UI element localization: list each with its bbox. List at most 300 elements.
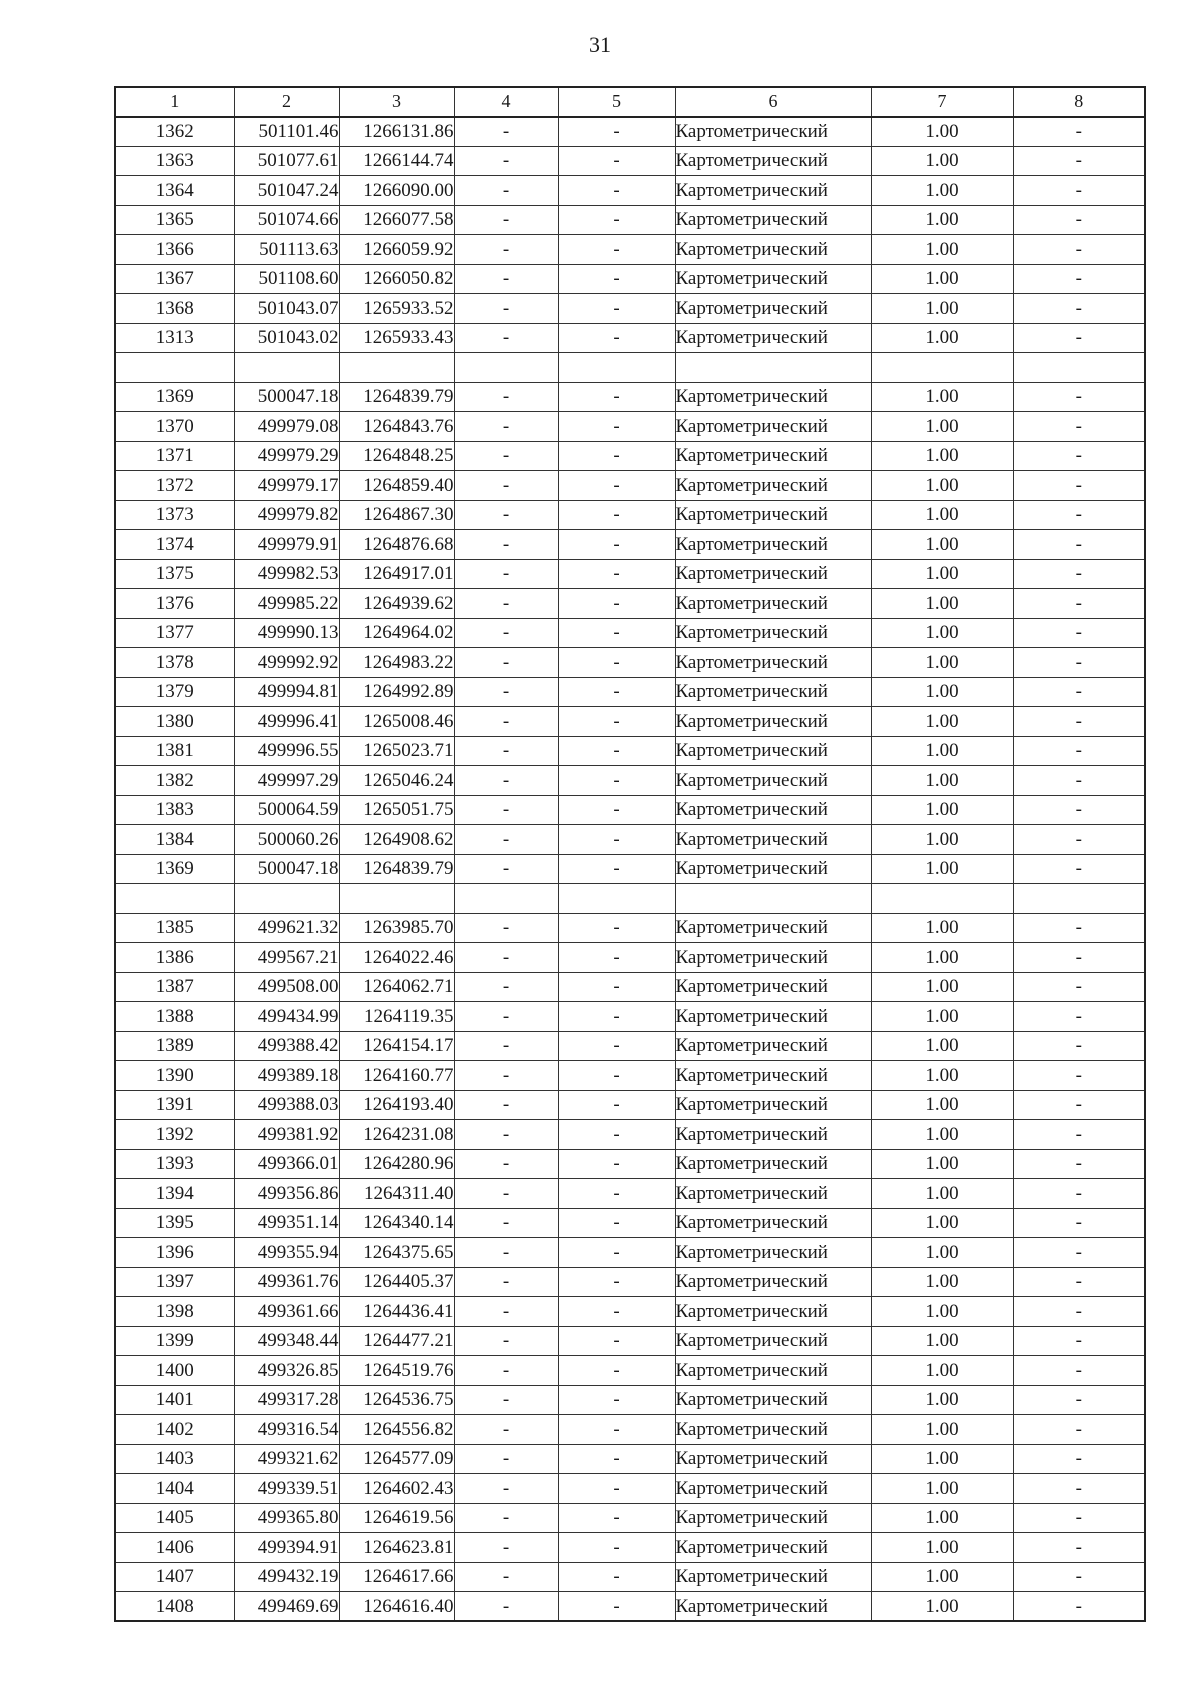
table-row bbox=[115, 1002, 1145, 1032]
column-8-cell: - bbox=[1013, 707, 1145, 737]
column-4-cell: - bbox=[454, 1267, 558, 1297]
accuracy-cell: 1.00 bbox=[871, 618, 1013, 648]
method-cell: Картометрический bbox=[675, 825, 871, 855]
y-coordinate-cell: 1265051.75 bbox=[339, 795, 454, 825]
accuracy-cell: 1.00 bbox=[871, 146, 1013, 176]
accuracy-cell: 1.00 bbox=[871, 1444, 1013, 1474]
column-4-cell: - bbox=[454, 972, 558, 1002]
y-coordinate-cell: 1264340.14 bbox=[339, 1208, 454, 1238]
accuracy-cell bbox=[871, 353, 1013, 383]
table-row bbox=[115, 146, 1145, 176]
accuracy-cell: 1.00 bbox=[871, 766, 1013, 796]
table-row bbox=[115, 854, 1145, 884]
table-row bbox=[115, 1326, 1145, 1356]
accuracy-cell: 1.00 bbox=[871, 441, 1013, 471]
column-4-cell: - bbox=[454, 1061, 558, 1091]
table-row bbox=[115, 264, 1145, 294]
method-cell: Картометрический bbox=[675, 1002, 871, 1032]
y-coordinate-cell: 1265046.24 bbox=[339, 766, 454, 796]
column-4-cell: - bbox=[454, 1356, 558, 1386]
column-8-cell: - bbox=[1013, 1503, 1145, 1533]
x-coordinate-cell: 499985.22 bbox=[234, 589, 339, 619]
x-coordinate-cell: 499979.82 bbox=[234, 500, 339, 530]
x-coordinate-cell: 499394.91 bbox=[234, 1533, 339, 1563]
column-5-cell: - bbox=[558, 1238, 675, 1268]
column-8-cell: - bbox=[1013, 294, 1145, 324]
column-header-5: 5 bbox=[558, 87, 675, 117]
column-5-cell: - bbox=[558, 1562, 675, 1592]
x-coordinate-cell bbox=[234, 884, 339, 914]
y-coordinate-cell: 1264405.37 bbox=[339, 1267, 454, 1297]
accuracy-cell: 1.00 bbox=[871, 1267, 1013, 1297]
column-5-cell: - bbox=[558, 500, 675, 530]
column-5-cell: - bbox=[558, 323, 675, 353]
column-4-cell: - bbox=[454, 766, 558, 796]
column-5-cell: - bbox=[558, 589, 675, 619]
method-cell: Картометрический bbox=[675, 1356, 871, 1386]
x-coordinate-cell: 501043.07 bbox=[234, 294, 339, 324]
x-coordinate-cell: 499388.42 bbox=[234, 1031, 339, 1061]
y-coordinate-cell: 1264477.21 bbox=[339, 1326, 454, 1356]
method-cell: Картометрический bbox=[675, 559, 871, 589]
method-cell: Картометрический bbox=[675, 1208, 871, 1238]
column-4-cell: - bbox=[454, 825, 558, 855]
column-8-cell: - bbox=[1013, 677, 1145, 707]
column-8-cell: - bbox=[1013, 1238, 1145, 1268]
table-row bbox=[115, 1415, 1145, 1445]
point-number-cell: 1390 bbox=[115, 1061, 234, 1091]
y-coordinate-cell: 1266050.82 bbox=[339, 264, 454, 294]
column-5-cell: - bbox=[558, 1356, 675, 1386]
method-cell: Картометрический bbox=[675, 1533, 871, 1563]
point-number-cell: 1396 bbox=[115, 1238, 234, 1268]
column-4-cell: - bbox=[454, 707, 558, 737]
method-cell: Картометрический bbox=[675, 854, 871, 884]
column-header-6: 6 bbox=[675, 87, 871, 117]
point-number-cell: 1366 bbox=[115, 235, 234, 265]
method-cell: Картометрический bbox=[675, 589, 871, 619]
method-cell: Картометрический bbox=[675, 766, 871, 796]
method-cell: Картометрический bbox=[675, 1415, 871, 1445]
column-4-cell: - bbox=[454, 294, 558, 324]
column-5-cell: - bbox=[558, 1474, 675, 1504]
column-header-3: 3 bbox=[339, 87, 454, 117]
table-row bbox=[115, 707, 1145, 737]
method-cell: Картометрический bbox=[675, 1444, 871, 1474]
point-number-cell: 1405 bbox=[115, 1503, 234, 1533]
accuracy-cell: 1.00 bbox=[871, 1356, 1013, 1386]
accuracy-cell: 1.00 bbox=[871, 1474, 1013, 1504]
point-number-cell: 1392 bbox=[115, 1120, 234, 1150]
column-8-cell: - bbox=[1013, 382, 1145, 412]
point-number-cell: 1407 bbox=[115, 1562, 234, 1592]
y-coordinate-cell: 1264022.46 bbox=[339, 943, 454, 973]
column-5-cell: - bbox=[558, 736, 675, 766]
table-row bbox=[115, 1592, 1145, 1622]
x-coordinate-cell: 499388.03 bbox=[234, 1090, 339, 1120]
accuracy-cell: 1.00 bbox=[871, 648, 1013, 678]
y-coordinate-cell: 1264375.65 bbox=[339, 1238, 454, 1268]
table-row bbox=[115, 1179, 1145, 1209]
x-coordinate-cell: 501101.46 bbox=[234, 117, 339, 147]
x-coordinate-cell: 500064.59 bbox=[234, 795, 339, 825]
method-cell: Картометрический bbox=[675, 707, 871, 737]
column-8-cell: - bbox=[1013, 323, 1145, 353]
y-coordinate-cell: 1263985.70 bbox=[339, 913, 454, 943]
column-8-cell: - bbox=[1013, 589, 1145, 619]
column-5-cell: - bbox=[558, 205, 675, 235]
x-coordinate-cell: 499508.00 bbox=[234, 972, 339, 1002]
x-coordinate-cell: 499381.92 bbox=[234, 1120, 339, 1150]
method-cell: Картометрический bbox=[675, 1179, 871, 1209]
y-coordinate-cell: 1265023.71 bbox=[339, 736, 454, 766]
column-5-cell: - bbox=[558, 943, 675, 973]
column-5-cell: - bbox=[558, 441, 675, 471]
table-row bbox=[115, 382, 1145, 412]
column-8-cell: - bbox=[1013, 1267, 1145, 1297]
column-8-cell: - bbox=[1013, 972, 1145, 1002]
column-4-cell: - bbox=[454, 1149, 558, 1179]
y-coordinate-cell: 1264602.43 bbox=[339, 1474, 454, 1504]
point-number-cell: 1404 bbox=[115, 1474, 234, 1504]
column-8-cell: - bbox=[1013, 1208, 1145, 1238]
y-coordinate-cell: 1264964.02 bbox=[339, 618, 454, 648]
column-8-cell bbox=[1013, 353, 1145, 383]
accuracy-cell bbox=[871, 884, 1013, 914]
column-8-cell: - bbox=[1013, 1149, 1145, 1179]
table-row bbox=[115, 1120, 1145, 1150]
column-5-cell bbox=[558, 884, 675, 914]
x-coordinate-cell: 499351.14 bbox=[234, 1208, 339, 1238]
column-5-cell: - bbox=[558, 1415, 675, 1445]
column-8-cell: - bbox=[1013, 1090, 1145, 1120]
accuracy-cell: 1.00 bbox=[871, 795, 1013, 825]
method-cell bbox=[675, 884, 871, 914]
method-cell: Картометрический bbox=[675, 1562, 871, 1592]
y-coordinate-cell: 1264154.17 bbox=[339, 1031, 454, 1061]
method-cell: Картометрический bbox=[675, 1090, 871, 1120]
table-row bbox=[115, 1208, 1145, 1238]
accuracy-cell: 1.00 bbox=[871, 1179, 1013, 1209]
x-coordinate-cell: 499979.29 bbox=[234, 441, 339, 471]
column-8-cell: - bbox=[1013, 146, 1145, 176]
point-number-cell: 1387 bbox=[115, 972, 234, 1002]
point-number-cell: 1365 bbox=[115, 205, 234, 235]
column-4-cell: - bbox=[454, 1179, 558, 1209]
x-coordinate-cell: 501113.63 bbox=[234, 235, 339, 265]
column-4-cell: - bbox=[454, 1297, 558, 1327]
method-cell: Картометрический bbox=[675, 677, 871, 707]
accuracy-cell: 1.00 bbox=[871, 471, 1013, 501]
method-cell: Картометрический bbox=[675, 205, 871, 235]
accuracy-cell: 1.00 bbox=[871, 382, 1013, 412]
method-cell bbox=[675, 353, 871, 383]
table-row bbox=[115, 589, 1145, 619]
point-number-cell: 1386 bbox=[115, 943, 234, 973]
column-4-cell: - bbox=[454, 1031, 558, 1061]
table-row bbox=[115, 1267, 1145, 1297]
y-coordinate-cell: 1264908.62 bbox=[339, 825, 454, 855]
accuracy-cell: 1.00 bbox=[871, 530, 1013, 560]
column-5-cell: - bbox=[558, 412, 675, 442]
column-8-cell: - bbox=[1013, 795, 1145, 825]
column-8-cell: - bbox=[1013, 1031, 1145, 1061]
accuracy-cell: 1.00 bbox=[871, 176, 1013, 206]
method-cell: Картометрический bbox=[675, 736, 871, 766]
table-row bbox=[115, 530, 1145, 560]
column-5-cell: - bbox=[558, 1444, 675, 1474]
x-coordinate-cell: 499361.76 bbox=[234, 1267, 339, 1297]
column-5-cell: - bbox=[558, 854, 675, 884]
method-cell: Картометрический bbox=[675, 1503, 871, 1533]
column-5-cell bbox=[558, 353, 675, 383]
column-4-cell: - bbox=[454, 146, 558, 176]
y-coordinate-cell bbox=[339, 353, 454, 383]
method-cell: Картометрический bbox=[675, 972, 871, 1002]
column-5-cell: - bbox=[558, 1120, 675, 1150]
column-5-cell: - bbox=[558, 1002, 675, 1032]
point-number-cell: 1369 bbox=[115, 382, 234, 412]
method-cell: Картометрический bbox=[675, 1326, 871, 1356]
column-8-cell: - bbox=[1013, 412, 1145, 442]
column-8-cell: - bbox=[1013, 1533, 1145, 1563]
x-coordinate-cell: 499434.99 bbox=[234, 1002, 339, 1032]
x-coordinate-cell: 499361.66 bbox=[234, 1297, 339, 1327]
method-cell: Картометрический bbox=[675, 1120, 871, 1150]
point-number-cell: 1398 bbox=[115, 1297, 234, 1327]
accuracy-cell: 1.00 bbox=[871, 1592, 1013, 1622]
column-8-cell: - bbox=[1013, 559, 1145, 589]
column-8-cell: - bbox=[1013, 1474, 1145, 1504]
method-cell: Картометрический bbox=[675, 264, 871, 294]
method-cell: Картометрический bbox=[675, 441, 871, 471]
column-4-cell: - bbox=[454, 1444, 558, 1474]
table-row bbox=[115, 943, 1145, 973]
column-4-cell: - bbox=[454, 559, 558, 589]
accuracy-cell: 1.00 bbox=[871, 559, 1013, 589]
accuracy-cell: 1.00 bbox=[871, 736, 1013, 766]
column-header-2: 2 bbox=[234, 87, 339, 117]
column-5-cell: - bbox=[558, 382, 675, 412]
accuracy-cell: 1.00 bbox=[871, 1208, 1013, 1238]
accuracy-cell: 1.00 bbox=[871, 1149, 1013, 1179]
point-number-cell: 1401 bbox=[115, 1385, 234, 1415]
table-row bbox=[115, 235, 1145, 265]
y-coordinate-cell: 1264939.62 bbox=[339, 589, 454, 619]
accuracy-cell: 1.00 bbox=[871, 1002, 1013, 1032]
column-5-cell: - bbox=[558, 707, 675, 737]
column-4-cell: - bbox=[454, 1503, 558, 1533]
method-cell: Картометрический bbox=[675, 1267, 871, 1297]
column-8-cell: - bbox=[1013, 235, 1145, 265]
x-coordinate-cell: 499432.19 bbox=[234, 1562, 339, 1592]
column-8-cell: - bbox=[1013, 943, 1145, 973]
accuracy-cell: 1.00 bbox=[871, 677, 1013, 707]
column-4-cell: - bbox=[454, 382, 558, 412]
point-number-cell: 1369 bbox=[115, 854, 234, 884]
point-number-cell: 1371 bbox=[115, 441, 234, 471]
y-coordinate-cell: 1264867.30 bbox=[339, 500, 454, 530]
column-header-7: 7 bbox=[871, 87, 1013, 117]
point-number-cell: 1367 bbox=[115, 264, 234, 294]
x-coordinate-cell: 501043.02 bbox=[234, 323, 339, 353]
point-number-cell: 1400 bbox=[115, 1356, 234, 1386]
table-row bbox=[115, 677, 1145, 707]
table-row bbox=[115, 1444, 1145, 1474]
accuracy-cell: 1.00 bbox=[871, 854, 1013, 884]
point-number-cell: 1380 bbox=[115, 707, 234, 737]
y-coordinate-cell: 1265933.43 bbox=[339, 323, 454, 353]
x-coordinate-cell: 499979.91 bbox=[234, 530, 339, 560]
column-8-cell: - bbox=[1013, 176, 1145, 206]
column-5-cell: - bbox=[558, 471, 675, 501]
x-coordinate-cell: 499348.44 bbox=[234, 1326, 339, 1356]
page-number: 31 bbox=[589, 32, 611, 57]
column-5-cell: - bbox=[558, 795, 675, 825]
y-coordinate-cell: 1264619.56 bbox=[339, 1503, 454, 1533]
table-row bbox=[115, 1090, 1145, 1120]
accuracy-cell: 1.00 bbox=[871, 1061, 1013, 1091]
method-cell: Картометрический bbox=[675, 1061, 871, 1091]
point-number-cell: 1313 bbox=[115, 323, 234, 353]
x-coordinate-cell: 500060.26 bbox=[234, 825, 339, 855]
column-4-cell: - bbox=[454, 677, 558, 707]
point-number-cell: 1363 bbox=[115, 146, 234, 176]
column-5-cell: - bbox=[558, 972, 675, 1002]
table-row bbox=[115, 913, 1145, 943]
accuracy-cell: 1.00 bbox=[871, 1090, 1013, 1120]
point-number-cell: 1374 bbox=[115, 530, 234, 560]
table-row bbox=[115, 559, 1145, 589]
y-coordinate-cell: 1266077.58 bbox=[339, 205, 454, 235]
coordinates-table bbox=[114, 86, 1146, 1622]
x-coordinate-cell: 499366.01 bbox=[234, 1149, 339, 1179]
method-cell: Картометрический bbox=[675, 795, 871, 825]
table-row bbox=[115, 1031, 1145, 1061]
column-8-cell: - bbox=[1013, 854, 1145, 884]
method-cell: Картометрический bbox=[675, 1592, 871, 1622]
point-number-cell: 1388 bbox=[115, 1002, 234, 1032]
table-row bbox=[115, 117, 1145, 147]
column-8-cell: - bbox=[1013, 825, 1145, 855]
column-5-cell: - bbox=[558, 1503, 675, 1533]
column-4-cell: - bbox=[454, 412, 558, 442]
column-8-cell: - bbox=[1013, 1120, 1145, 1150]
column-5-cell: - bbox=[558, 294, 675, 324]
column-4-cell: - bbox=[454, 854, 558, 884]
table-row bbox=[115, 205, 1145, 235]
table-row bbox=[115, 795, 1145, 825]
accuracy-cell: 1.00 bbox=[871, 825, 1013, 855]
column-5-cell: - bbox=[558, 117, 675, 147]
method-cell: Картометрический bbox=[675, 382, 871, 412]
column-5-cell: - bbox=[558, 1061, 675, 1091]
table-row bbox=[115, 471, 1145, 501]
x-coordinate-cell: 499365.80 bbox=[234, 1503, 339, 1533]
y-coordinate-cell: 1264623.81 bbox=[339, 1533, 454, 1563]
column-4-cell: - bbox=[454, 1208, 558, 1238]
y-coordinate-cell: 1264436.41 bbox=[339, 1297, 454, 1327]
point-number-cell: 1397 bbox=[115, 1267, 234, 1297]
y-coordinate-cell: 1265933.52 bbox=[339, 294, 454, 324]
method-cell: Картометрический bbox=[675, 530, 871, 560]
x-coordinate-cell: 499317.28 bbox=[234, 1385, 339, 1415]
point-number-cell bbox=[115, 884, 234, 914]
y-coordinate-cell: 1264536.75 bbox=[339, 1385, 454, 1415]
table-row bbox=[115, 825, 1145, 855]
column-4-cell: - bbox=[454, 1592, 558, 1622]
column-8-cell: - bbox=[1013, 1061, 1145, 1091]
table-row bbox=[115, 1503, 1145, 1533]
column-8-cell: - bbox=[1013, 648, 1145, 678]
column-8-cell bbox=[1013, 884, 1145, 914]
point-number-cell: 1368 bbox=[115, 294, 234, 324]
separator-row bbox=[115, 353, 1145, 383]
y-coordinate-cell: 1264062.71 bbox=[339, 972, 454, 1002]
separator-row bbox=[115, 884, 1145, 914]
column-8-cell: - bbox=[1013, 117, 1145, 147]
method-cell: Картометрический bbox=[675, 1031, 871, 1061]
column-4-cell: - bbox=[454, 235, 558, 265]
table-row bbox=[115, 736, 1145, 766]
accuracy-cell: 1.00 bbox=[871, 1385, 1013, 1415]
accuracy-cell: 1.00 bbox=[871, 205, 1013, 235]
column-4-cell: - bbox=[454, 176, 558, 206]
column-8-cell: - bbox=[1013, 205, 1145, 235]
column-8-cell: - bbox=[1013, 530, 1145, 560]
column-5-cell: - bbox=[558, 1297, 675, 1327]
y-coordinate-cell: 1264119.35 bbox=[339, 1002, 454, 1032]
column-5-cell: - bbox=[558, 1385, 675, 1415]
x-coordinate-cell: 499326.85 bbox=[234, 1356, 339, 1386]
y-coordinate-cell: 1264311.40 bbox=[339, 1179, 454, 1209]
table-row bbox=[115, 1533, 1145, 1563]
column-4-cell: - bbox=[454, 1120, 558, 1150]
column-8-cell: - bbox=[1013, 1179, 1145, 1209]
method-cell: Картометрический bbox=[675, 412, 871, 442]
column-8-cell: - bbox=[1013, 1326, 1145, 1356]
table-row bbox=[115, 766, 1145, 796]
column-8-cell: - bbox=[1013, 1356, 1145, 1386]
accuracy-cell: 1.00 bbox=[871, 117, 1013, 147]
x-coordinate-cell: 500047.18 bbox=[234, 854, 339, 884]
method-cell: Картометрический bbox=[675, 1297, 871, 1327]
column-header-1: 1 bbox=[115, 87, 234, 117]
point-number-cell: 1385 bbox=[115, 913, 234, 943]
column-5-cell: - bbox=[558, 648, 675, 678]
y-coordinate-cell: 1264617.66 bbox=[339, 1562, 454, 1592]
column-4-cell: - bbox=[454, 1090, 558, 1120]
table-row bbox=[115, 1562, 1145, 1592]
column-8-cell: - bbox=[1013, 1002, 1145, 1032]
point-number-cell: 1378 bbox=[115, 648, 234, 678]
x-coordinate-cell: 499982.53 bbox=[234, 559, 339, 589]
point-number-cell: 1372 bbox=[115, 471, 234, 501]
column-4-cell: - bbox=[454, 736, 558, 766]
x-coordinate-cell: 499389.18 bbox=[234, 1061, 339, 1091]
point-number-cell: 1391 bbox=[115, 1090, 234, 1120]
column-8-cell: - bbox=[1013, 1415, 1145, 1445]
accuracy-cell: 1.00 bbox=[871, 589, 1013, 619]
column-4-cell: - bbox=[454, 1326, 558, 1356]
y-coordinate-cell: 1266144.74 bbox=[339, 146, 454, 176]
x-coordinate-cell: 499339.51 bbox=[234, 1474, 339, 1504]
y-coordinate-cell: 1264577.09 bbox=[339, 1444, 454, 1474]
y-coordinate-cell: 1264616.40 bbox=[339, 1592, 454, 1622]
x-coordinate-cell: 499996.55 bbox=[234, 736, 339, 766]
point-number-cell: 1399 bbox=[115, 1326, 234, 1356]
accuracy-cell: 1.00 bbox=[871, 972, 1013, 1002]
